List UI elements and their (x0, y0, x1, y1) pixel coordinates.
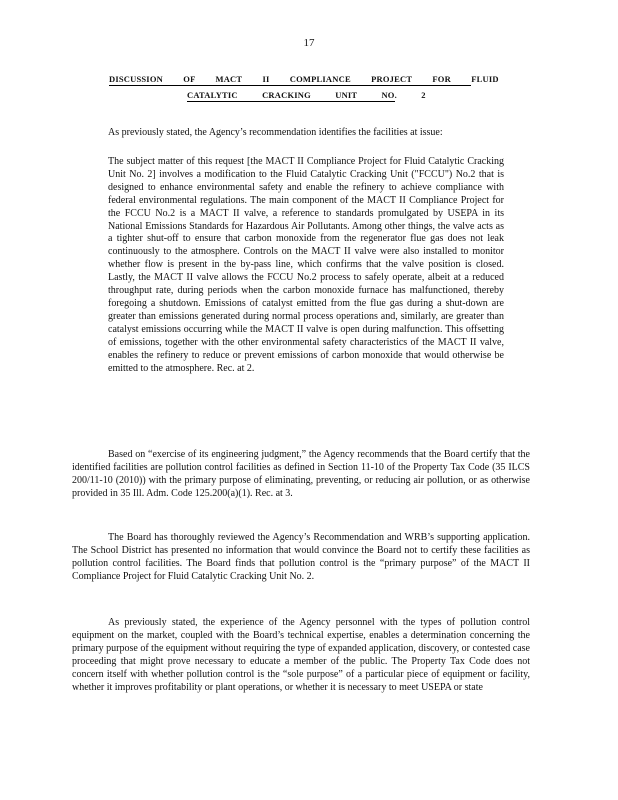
intro-paragraph: As previously stated, the Agency’s recommendation identifies the facilities at issue: (108, 127, 443, 138)
agency-recommendation-paragraph: Based on “exercise of its engineering judgment,” the Agency recommends that the Board certify that the identified facilities are pollution control facilities as defined in Section 11-10 of the Property Tax Code (35 ILCS 200/11-10 (2010)) with the primary purpose of eliminating, preventing, or reducing air pollution, or as otherwise provided in 35 Ill. Adm. Code 125.200(a)(1). Rec. at 3. (72, 449, 530, 499)
section-heading-line-2: CATALYTIC CRACKING UNIT NO. 2 (187, 90, 426, 100)
board-finding-paragraph: The Board has thoroughly reviewed the Agency’s Recommendation and WRB’s supporting application. The School District has presented no information that would convince the Board not to certify these facilities as pollution control facilities. The Board finds that pollution control is the “primary purpose” of the MACT II Compliance Project for Fluid Catalytic Cracking Unit No. 2. (72, 532, 530, 582)
agency-quote-paragraph: The subject matter of this request [the MACT II Compliance Project for Fluid Catalytic Cracking Unit No. 2] involves a modification to the Fluid Catalytic Cracking Unit ("FCCU") No.2 that is designed to enhance environmental safety and enable the refinery to achieve compliance with federal environmental regulations. The main component of the MACT II Compliance Project for the FCCU No.2 is a MACT II valve, a reference to standards promulgated by USEPA in its National Emissions Standards for Hazardous Air Pollutants. Among other things, the valve acts as a tighter shut-off to ensure that carbon monoxide from the regenerator flue gas does not leak continuously to the atmosphere. Controls on the MACT II valve were also installed to monitor whether flow is present in the by-pass line, which confirms that the valve position is closed. Lastly, the MACT II valve allows the FCCU No.2 process to safely operate, albeit at a reduced throughput rate, during periods when the carbon monoxide furnace has malfunctioned, thereby foregoing a shutdown. Emissions of catalyst emitted from the flue gas during a shut-down are greater than emissions generated during normal process operations and, similarly, are greater than catalyst emissions occurring while the MACT II valve is open during malfunction. This offsetting of emissions, together with the other environmental safety characteristics of the MACT II valve, enables the refinery to reduce or prevent emissions of carbon monoxide that would otherwise be emitted to the atmosphere. Rec. at 2. (108, 156, 504, 374)
section-heading-line-1: DISCUSSION OF MACT II COMPLIANCE PROJECT FOR FLUID (109, 74, 499, 84)
primary-purpose-paragraph: As previously stated, the experience of the Agency personnel with the types of pollution control equipment on the market, coupled with the Board’s technical expertise, enables a determination concerning the primary purpose of the equipment without requiring the type of expanded application, discovery, or contested case proceeding that might prove necessary to educate a member of the public. The Property Tax Code does not concern itself with whether pollution control is the “sole purpose” of a particular piece of equipment or facility, whether it improves profitability or plant operations, or whether it is necessary to meet USEPA or state (72, 617, 530, 693)
page-number: 17 (303, 37, 315, 49)
